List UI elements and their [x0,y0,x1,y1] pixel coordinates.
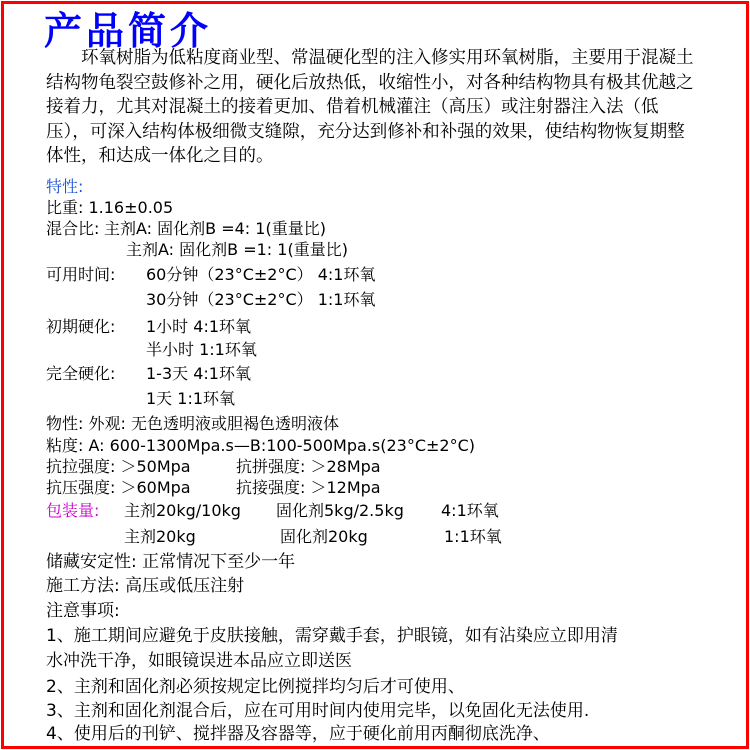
spec-full-1: 1-3天 4:1环氧 [146,364,251,383]
note-4: 4、使用后的刊铲、搅拌器及容器等，应于硬化前用丙酮彻底洗净、 [46,724,550,744]
note-1b: 水冲洗干净，如眼镜误进本品应立即送医 [46,651,352,671]
notes-heading: 注意事项: [46,601,120,621]
spec-initial-2: 半小时 1:1环氧 [146,340,257,359]
storage-stability: 储藏安定性: 正常情况下至少一年 [46,552,296,572]
spec-bending: 抗拼强度: ＞28Mpa [236,457,381,476]
spec-pot-2: 30分钟（23°C±2°C） 1:1环氧 [146,290,376,309]
packaging-label: 包装量: [46,501,100,520]
spec-initial-1: 1小时 4:1环氧 [146,317,252,336]
spec-viscosity: 粘度: A: 600-1300Mpa.s—B:100-500Mpa.s(23°C±2°C) [46,436,476,455]
spec-compressive: 抗压强度: ＞60Mpa [46,478,191,497]
note-1a: 1、施工期间应避免于皮肤接触，需穿戴手套，护眼镜，如有沾染应立即用清 [46,626,618,646]
specs-heading: 特性: [46,177,84,196]
spec-full-label: 完全硬化: [46,364,116,383]
intro-paragraph: 环氧树脂为低粘度商业型、常温硬化型的注入修实用环氧树脂，主要用于混凝土结构物龟裂空鼓修补之用，硬化后放热低，收缩性小，对各种结构物具有极其优越之接着力，尤其对混凝土的接着更加、借着机械灌注（高压）或注射器注入法（低压），可深入结构体极细微支缝隙，充分达到修补和补强的效果，使结构物恢复期整体性，和达成一体化之目的。 [46,48,694,166]
spec-full-2: 1天 1:1环氧 [146,389,236,408]
spec-mix-2: 主剂A: 固化剂B =1: 1(重量比) [126,240,348,259]
spec-appearance: 物性: 外观: 无色透明液或胆褐色透明液体 [46,414,339,433]
note-2: 2、主剂和固化剂必须按规定比例搅拌均匀后才可使用、 [46,677,465,697]
packaging-row2-ratio: 1:1环氧 [444,527,502,546]
spec-bond: 抗接强度: ＞12Mpa [236,478,381,497]
spec-gravity: 比重: 1.16±0.05 [46,198,174,217]
spec-mix-label: 混合比: [46,219,100,238]
spec-initial-label: 初期硬化: [46,317,116,336]
packaging-row2-hardener: 固化剂20kg [280,527,368,546]
packaging-row1-hardener: 固化剂5kg/2.5kg [276,501,404,520]
page-title: 产品简介 [44,9,213,53]
spec-pot-1: 60分钟（23°C±2°C） 4:1环氧 [146,265,376,284]
note-3: 3、主剂和固化剂混合后，应在可用时间内使用完毕，以免固化无法使用. [46,701,590,721]
spec-pot-label: 可用时间: [46,265,116,284]
packaging-row1-main: 主剂20kg/10kg [124,501,241,520]
spec-mix-1: 主剂A: 固化剂B =4: 1(重量比) [104,219,326,238]
packaging-row1-ratio: 4:1环氧 [441,501,499,520]
spec-tensile: 抗拉强度: ＞50Mpa [46,457,191,476]
construction-method: 施工方法: 高压或低压注射 [46,576,245,596]
product-sheet [1,1,749,749]
packaging-row2-main: 主剂20kg [124,527,196,546]
